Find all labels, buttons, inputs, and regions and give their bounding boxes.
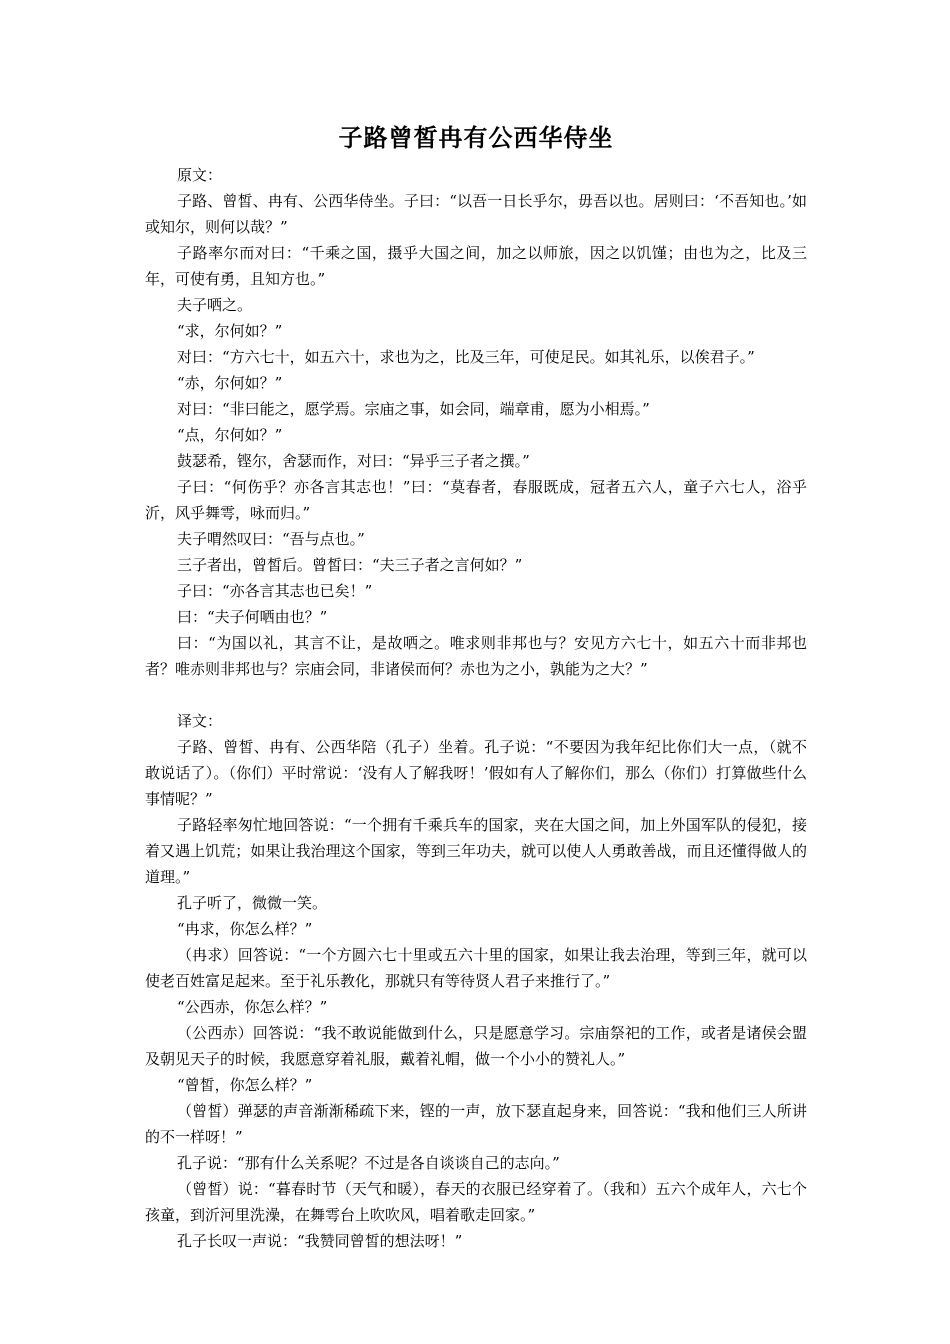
translation-paragraph: “曾皙，你怎么样？”: [177, 1076, 313, 1094]
translation-section: [145, 708, 807, 1254]
translation-paragraph: “公西赤，你怎么样？”: [177, 998, 328, 1016]
original-paragraph: 夫子喟然叹曰：“吾与点也。”: [177, 530, 365, 548]
translation-paragraph: （曾皙）弹瑟的声音渐渐稀疏下来，铿的一声，放下瑟直起身来，回答说：“我和他们三人所讲的不一样呀！”: [145, 1102, 807, 1146]
original-paragraph: 子路率尔而对曰：“千乘之国，摄乎大国之间，加之以师旅，因之以饥馑；由也为之，比及三年，可使有勇，且知方也。”: [145, 244, 807, 288]
translation-label: 译文：: [177, 712, 223, 730]
original-paragraph: 鼓瑟希，铿尔，舍瑟而作，对曰：“异乎三子者之撰。”: [177, 452, 530, 470]
original-paragraph: “求，尔何如？”: [177, 322, 283, 340]
original-paragraph: 曰：“夫子何哂由也？”: [177, 608, 328, 626]
translation-paragraph: 孔子听了，微微一笑。: [177, 894, 328, 912]
translation-paragraph: （公西赤）回答说：“我不敢说能做到什么，只是愿意学习。宗庙祭祀的工作，或者是诸侯会盟及朝见天子的时候，我愿意穿着礼服，戴着礼帽，做一个小小的赞礼人。”: [145, 1024, 807, 1068]
document-page: [145, 120, 807, 1254]
original-paragraph: 三子者出，曾皙后。曾皙曰：“夫三子者之言何如？”: [177, 556, 523, 574]
original-paragraph: 曰：“为国以礼，其言不让，是故哂之。唯求则非邦也与？安见方六七十，如五六十而非邦也者？唯赤则非邦也与？宗庙会同，非诸侯而何？赤也为之小，孰能为之大？”: [145, 634, 807, 678]
translation-paragraph: 子路轻率匆忙地回答说：“一个拥有千乘兵车的国家，夹在大国之间，加上外国军队的侵犯，接着又遇上饥荒；如果让我治理这个国家，等到三年功夫，就可以使人人勇敢善战，而且还懂得做人的道理。”: [145, 816, 807, 886]
original-paragraph: 夫子哂之。: [177, 296, 253, 314]
translation-paragraph: “冉求，你怎么样？”: [177, 920, 313, 938]
translation-paragraph: （曾皙）说：“暮春时节（天气和暖），春天的衣服已经穿着了。（我和）五六个成年人，六七个孩童，到沂河里洗澡，在舞雩台上吹吹风，唱着歌走回家。”: [145, 1180, 807, 1224]
translation-paragraph: 孔子长叹一声说：“我赞同曾皙的想法呀！”: [177, 1232, 463, 1250]
original-paragraph: “赤，尔何如？”: [177, 374, 283, 392]
original-paragraph: 子曰：“亦各言其志也已矣！”: [177, 582, 373, 600]
original-text-label: 原文：: [177, 166, 223, 184]
document-title: 子路曾皙冉有公西华侍坐: [338, 124, 614, 152]
original-paragraph: 对曰：“方六七十，如五六十，求也为之，比及三年，可使足民。如其礼乐，以俟君子。”: [177, 348, 755, 366]
original-paragraph: “点，尔何如？”: [177, 426, 283, 444]
original-paragraph: 子路、曾皙、冉有、公西华侍坐。子曰：“以吾一日长乎尔，毋吾以也。居则曰：‘不吾知也。’如或知尔，则何以哉？”: [145, 192, 807, 236]
translation-paragraph: （冉求）回答说：“一个方圆六七十里或五六十里的国家，如果让我去治理，等到三年，就可以使老百姓富足起来。至于礼乐教化，那就只有等待贤人君子来推行了。”: [145, 946, 807, 990]
translation-paragraph: 子路、曾皙、冉有、公西华陪（孔子）坐着。孔子说：“不要因为我年纪比你们大一点，（就不敢说话了）。（你们）平时常说：‘没有人了解我呀！’假如有人了解你们，那么（你们）打算做些什么事情呢？”: [145, 738, 807, 808]
original-text-section: [145, 162, 807, 682]
translation-paragraph: 孔子说：“那有什么关系呢？不过是各自谈谈自己的志向。”: [177, 1154, 560, 1172]
original-paragraph: 对曰：“非曰能之，愿学焉。宗庙之事，如会同，端章甫，愿为小相焉。”: [177, 400, 650, 418]
original-paragraph: 子曰：“何伤乎？亦各言其志也！”曰：“莫春者，春服既成，冠者五六人，童子六七人，浴乎沂，风乎舞雩，咏而归。”: [145, 478, 807, 522]
